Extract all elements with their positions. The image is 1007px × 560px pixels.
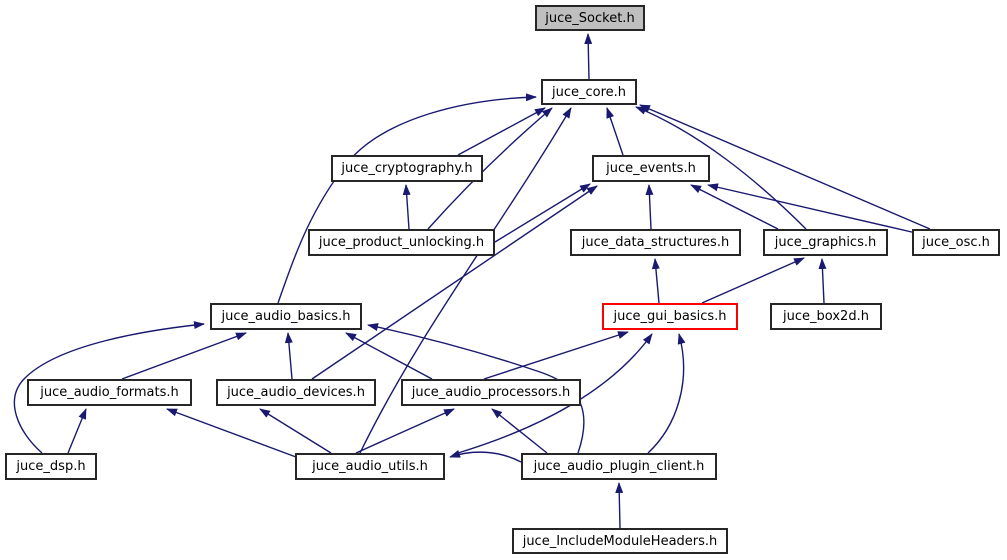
node-label-audio_basics: juce_audio_basics.h bbox=[221, 309, 351, 324]
node-label-events: juce_events.h bbox=[606, 161, 696, 176]
edge-graphics-to-events bbox=[691, 185, 778, 229]
edge-audio_processors-to-audio_basics bbox=[346, 333, 432, 379]
edge-box2d-to-graphics bbox=[822, 259, 824, 303]
node-label-gui_basics: juce_gui_basics.h bbox=[613, 309, 727, 324]
node-label-cryptography: juce_cryptography.h bbox=[341, 161, 473, 176]
edge-cryptography-to-core bbox=[458, 108, 545, 155]
edge-core-to-socket bbox=[588, 34, 589, 79]
edge-audio_plugin_client-to-gui_basics bbox=[648, 334, 684, 453]
edge-audio_utils-to-audio_formats bbox=[167, 409, 296, 457]
edge-audio_utils-to-audio_devices bbox=[260, 409, 331, 453]
node-label-audio_utils: juce_audio_utils.h bbox=[312, 459, 428, 474]
edge-data_structures-to-events bbox=[649, 185, 651, 229]
edge-audio_formats-to-audio_basics bbox=[122, 333, 246, 379]
node-box2d[interactable] bbox=[770, 303, 882, 330]
edge-gui_basics-to-graphics bbox=[702, 258, 804, 303]
node-cryptography[interactable] bbox=[331, 155, 483, 182]
node-audio_utils[interactable] bbox=[295, 453, 445, 480]
edge-audio_devices-to-audio_basics bbox=[288, 333, 292, 379]
node-graphics[interactable] bbox=[763, 229, 888, 256]
edge-include_module_headers-to-audio_plugin_client bbox=[619, 483, 620, 528]
edge-osc-to-events bbox=[708, 185, 916, 233]
node-data_structures[interactable] bbox=[570, 229, 741, 256]
node-product_unlocking[interactable] bbox=[308, 229, 495, 256]
node-label-product_unlocking: juce_product_unlocking.h bbox=[318, 235, 485, 250]
edge-audio_processors-to-gui_basics bbox=[484, 332, 628, 379]
node-audio_processors[interactable] bbox=[401, 379, 581, 406]
node-events[interactable] bbox=[592, 155, 710, 182]
node-gui_basics[interactable] bbox=[602, 303, 738, 330]
node-label-include_module_headers: juce_IncludeModuleHeaders.h bbox=[522, 533, 718, 549]
node-audio_formats[interactable] bbox=[27, 379, 192, 406]
node-label-box2d: juce_box2d.h bbox=[783, 309, 869, 324]
edge-audio_plugin_client-to-audio_utils bbox=[450, 452, 521, 462]
node-label-osc: juce_osc.h bbox=[922, 235, 990, 250]
node-include_module_headers[interactable] bbox=[512, 528, 728, 554]
node-label-graphics: juce_graphics.h bbox=[774, 235, 877, 250]
node-audio_basics[interactable] bbox=[210, 303, 362, 330]
node-label-socket: juce_Socket.h bbox=[545, 10, 635, 26]
edge-gui_basics-to-data_structures bbox=[655, 259, 659, 303]
node-osc[interactable] bbox=[912, 229, 1000, 256]
node-label-audio_processors: juce_audio_processors.h bbox=[411, 385, 571, 400]
node-label-audio_devices: juce_audio_devices.h bbox=[227, 385, 365, 400]
edge-audio_basics-to-core bbox=[278, 97, 536, 303]
node-label-audio_formats: juce_audio_formats.h bbox=[40, 385, 179, 400]
edge-audio_devices-to-events bbox=[312, 186, 597, 379]
edge-dsp-to-audio_formats bbox=[68, 409, 86, 453]
node-audio_devices[interactable] bbox=[216, 379, 376, 406]
edge-audio_plugin_client-to-audio_processors bbox=[492, 409, 547, 453]
edge-events-to-core bbox=[607, 108, 623, 155]
node-label-audio_plugin_client: juce_audio_plugin_client.h bbox=[533, 459, 705, 474]
node-label-data_structures: juce_data_structures.h bbox=[581, 235, 730, 250]
node-audio_plugin_client[interactable] bbox=[521, 453, 717, 480]
edge-audio_utils-to-audio_processors bbox=[356, 409, 454, 453]
node-label-dsp: juce_dsp.h bbox=[16, 459, 86, 474]
node-label-core: juce_core.h bbox=[551, 84, 627, 100]
edge-product_unlocking-to-cryptography bbox=[406, 185, 409, 229]
node-dsp[interactable] bbox=[5, 453, 97, 480]
node-core[interactable] bbox=[541, 79, 637, 105]
node-socket[interactable] bbox=[535, 5, 645, 31]
